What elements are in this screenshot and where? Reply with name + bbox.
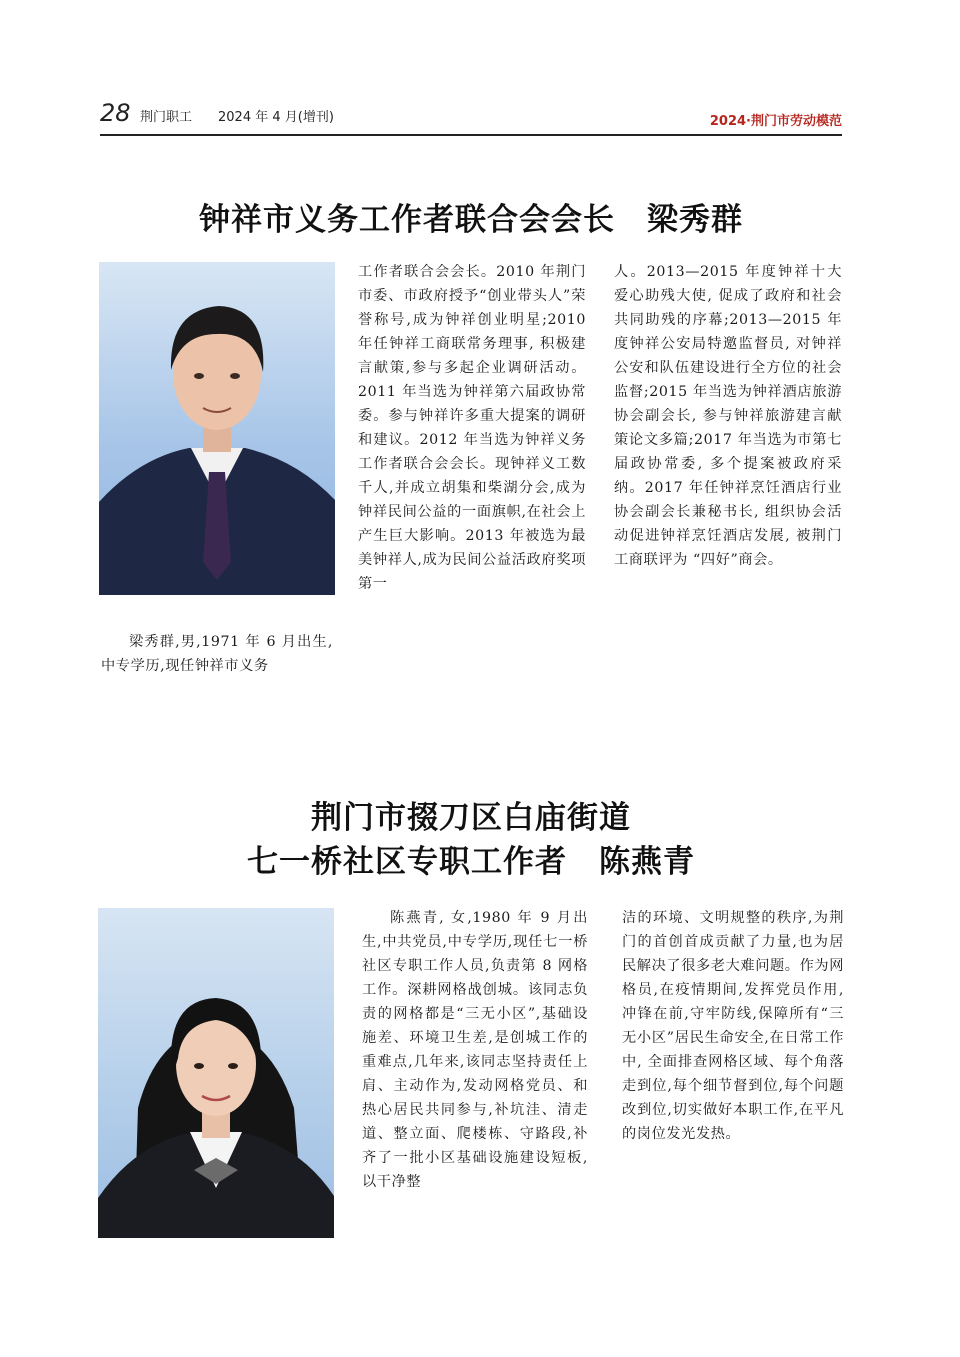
article2-column-3: 洁的环境、文明规整的秩序,为荆门的首创首成贡献了力量,也为居民解决了很多老大难问题。作为网格员,在疫情期间,发挥党员作用,冲锋在前,守牢防线,保障所有“三无小区”居民生命安全,在日常工作中, 全面排查网格区域、每个角落走到位,每个细节督到位,每个问题改到位,切实做好本职工作,在平凡的岗位发光发热。 bbox=[622, 910, 844, 1142]
article2-column-2: 陈燕青, 女,1980 年 9 月出生,中共党员,中专学历,现任七一桥社区专职工作人员,负责第 8 网格工作。深耕网格战创城。该同志负责的网格都是“三无小区”,基础设施差、环境卫生差,是创城工作的重难点,几年来,该同志坚持责任上肩、主动作为,发动网格党员、和热心居民共同参与,补坑洼、清走道、整立面、爬楼栋、守路段,补齐了一批小区基础设施建设短板,以干净整 bbox=[362, 910, 588, 1190]
article1-column-2: 工作者联合会会长。2010 年荆门市委、市政府授予“创业带头人”荣誉称号,成为钟祥创业明星;2010 年任钟祥工商联常务理事, 积极建言献策,参与多起企业调研活动。2011 年当选为钟祥第六届政协常委。参与钟祥许多重大提案的调研和建议。2012 年当选为钟祥义务工作者联合会会长。现钟祥义工数千人,并成立胡集和柴湖分会,成为钟祥民间公益的一面旗帜,在社会上产生巨大影响。2013 年被选为最美钟祥人,成为民间公益活政府奖项第一 bbox=[358, 264, 586, 592]
magazine-name: 荆门职工 bbox=[140, 110, 193, 125]
article1-column-3: 人。2013—2015 年度钟祥十大爱心助残大使, 促成了政府和社会共同助残的序幕;2013—2015 年度钟祥公安局特邀监督员, 对钟祥公安和队伍建设进行全方位的社会监督;2015 年当选为钟祥酒店旅游协会副会长, 参与钟祥旅游建言献策论文多篇;2017 年当选为市第七届政协常委, 多个提案被政府采纳。2017 年任钟祥烹饪酒店行业协会副会长兼秘书长, 组织协会活动促进钟祥烹饪酒店发展, 被荆门工商联评为 “四好”商会。 bbox=[614, 264, 842, 568]
article1-caption: 梁秀群,男,1971 年 6 月出生,中专学历,现任钟祥市义务 bbox=[101, 634, 333, 674]
article2-title-line2: 七一桥社区专职工作者 陈燕青 bbox=[247, 844, 695, 880]
portrait-photo-chen bbox=[98, 908, 334, 1238]
header-rule bbox=[100, 134, 842, 136]
article2-title-line1: 荆门市掇刀区白庙街道 bbox=[311, 800, 631, 836]
portrait-photo-liang bbox=[99, 262, 335, 595]
issue-date: 2024 年 4 月(增刊) bbox=[218, 110, 334, 125]
page-number: 28 bbox=[100, 99, 131, 127]
section-title: 2024·荆门市劳动模范 bbox=[709, 114, 842, 129]
article1-title: 钟祥市义务工作者联合会会长 梁秀群 bbox=[199, 202, 743, 238]
page-header bbox=[100, 100, 842, 130]
